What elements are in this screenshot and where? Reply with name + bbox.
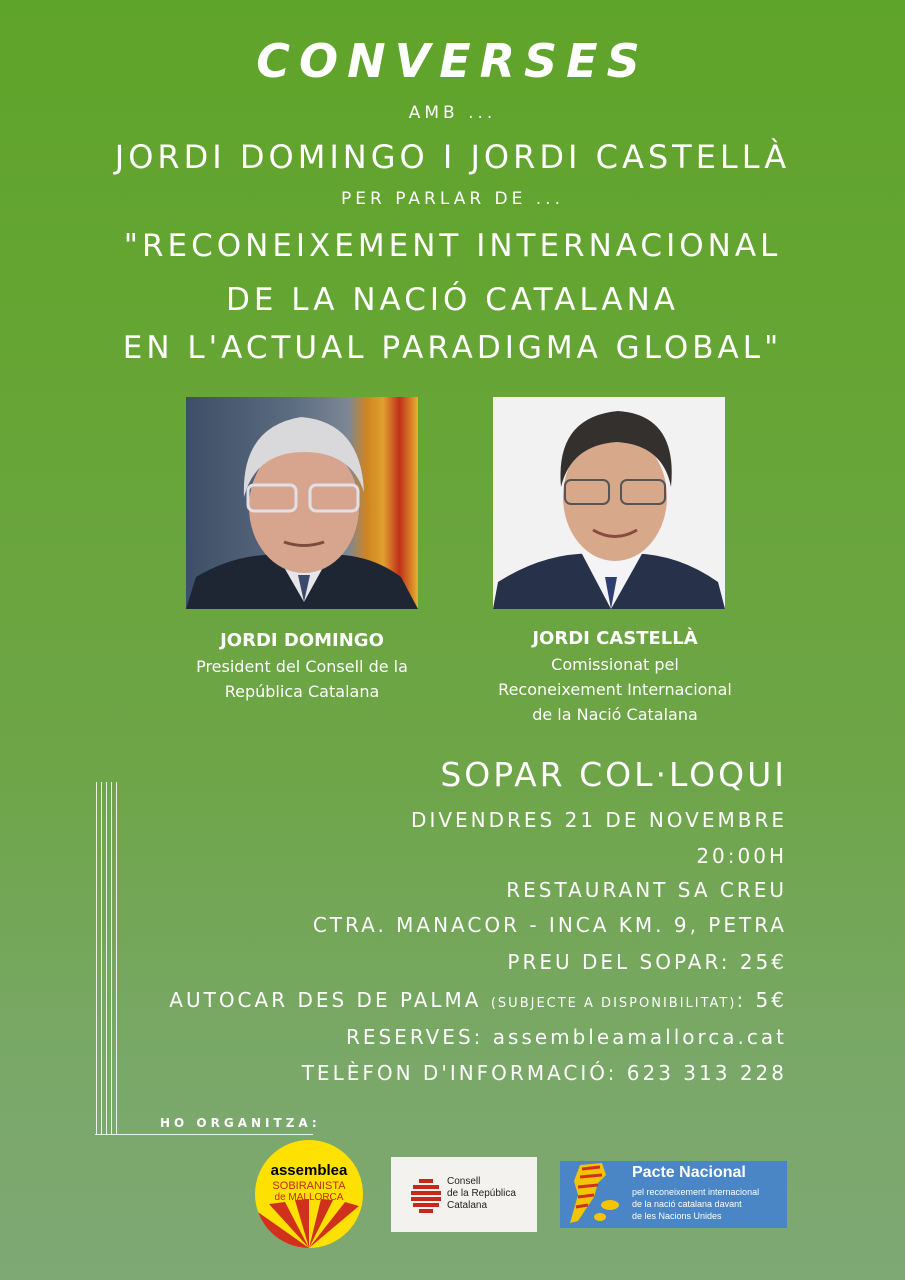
topic-line-1: "RECONEIXEMENT INTERNACIONAL bbox=[123, 228, 782, 264]
consell-line1: Consell bbox=[447, 1176, 481, 1187]
assemblea-logo-line3: de MALLORCA bbox=[274, 1192, 344, 1203]
bus-price: : 5€ bbox=[736, 988, 787, 1012]
decorative-line bbox=[111, 782, 112, 1134]
speaker-1-description bbox=[150, 654, 454, 704]
pacte-line2: de la nació catalana davant bbox=[632, 1199, 742, 1209]
topic-line-2: DE LA NACIÓ CATALANA bbox=[225, 282, 679, 318]
event-price: PREU DEL SOPAR: 25€ bbox=[507, 950, 787, 974]
jordi-castella-photo bbox=[493, 397, 725, 609]
consell-line3: Catalana bbox=[447, 1200, 488, 1211]
speaker-2-description bbox=[460, 652, 770, 727]
speaker-2-desc-line: Reconeixement Internacional bbox=[498, 680, 732, 699]
decorative-line bbox=[96, 782, 97, 1134]
catalan-countries-map-icon bbox=[560, 1161, 626, 1228]
speaker-2-name: JORDI CASTELLÀ bbox=[532, 628, 698, 649]
assemblea-logo bbox=[255, 1140, 363, 1248]
event-venue: RESTAURANT SA CREU bbox=[506, 878, 787, 902]
organizers-divider bbox=[95, 1134, 313, 1135]
amb-label: AMB ... bbox=[408, 103, 497, 123]
decorative-line bbox=[101, 782, 102, 1134]
event-bus bbox=[169, 988, 787, 1012]
speaker-1-desc-line: President del Consell de la bbox=[196, 657, 408, 676]
decorative-line bbox=[106, 782, 107, 1134]
info-phone: TELÈFON D'INFORMACIÓ: 623 313 228 bbox=[301, 1061, 787, 1085]
assemblea-logo-line2: SOBIRANISTA bbox=[272, 1180, 346, 1192]
consell-line2: de la República bbox=[447, 1188, 516, 1199]
speakers-heading: JORDI DOMINGO I JORDI CASTELLÀ bbox=[114, 138, 791, 176]
reservations-link[interactable]: RESERVES: assembleamallorca.cat bbox=[345, 1025, 787, 1049]
speaker-1-name: JORDI DOMINGO bbox=[220, 630, 384, 651]
speaker-1-desc-line: República Catalana bbox=[224, 682, 380, 701]
pacte-title: Pacte Nacional bbox=[632, 1164, 746, 1181]
organizers-label: HO ORGANITZA: bbox=[160, 1116, 321, 1130]
pacte-nacional-logo bbox=[560, 1161, 787, 1228]
pacte-line3: de les Nacions Unides bbox=[632, 1211, 722, 1221]
decorative-line bbox=[116, 782, 117, 1134]
event-time: 20:00H bbox=[696, 844, 787, 868]
event-heading: SOPAR COL·LOQUI bbox=[440, 755, 787, 794]
speaker-2-desc-line: de la Nació Catalana bbox=[532, 705, 698, 724]
per-parlar-label: PER PARLAR DE ... bbox=[341, 189, 564, 209]
event-address: CTRA. MANACOR - INCA KM. 9, PETRA bbox=[312, 913, 787, 937]
bus-note: (SUBJECTE A DISPONIBILITAT) bbox=[490, 996, 737, 1011]
consell-emblem-icon bbox=[411, 1179, 441, 1213]
consell-republica-logo bbox=[391, 1157, 537, 1232]
jordi-domingo-photo bbox=[186, 397, 418, 609]
speaker-2-desc-line: Comissionat pel bbox=[551, 655, 679, 674]
topic-line-3: EN L'ACTUAL PARADIGMA GLOBAL" bbox=[122, 330, 783, 366]
assemblea-logo-line1: assemblea bbox=[270, 1162, 348, 1179]
bus-label: AUTOCAR DES DE PALMA bbox=[169, 988, 482, 1012]
event-date: DIVENDRES 21 DE NOVEMBRE bbox=[411, 808, 787, 832]
pacte-line1: pel reconeixement internacional bbox=[632, 1187, 760, 1197]
poster-title: CONVERSES bbox=[256, 34, 649, 88]
